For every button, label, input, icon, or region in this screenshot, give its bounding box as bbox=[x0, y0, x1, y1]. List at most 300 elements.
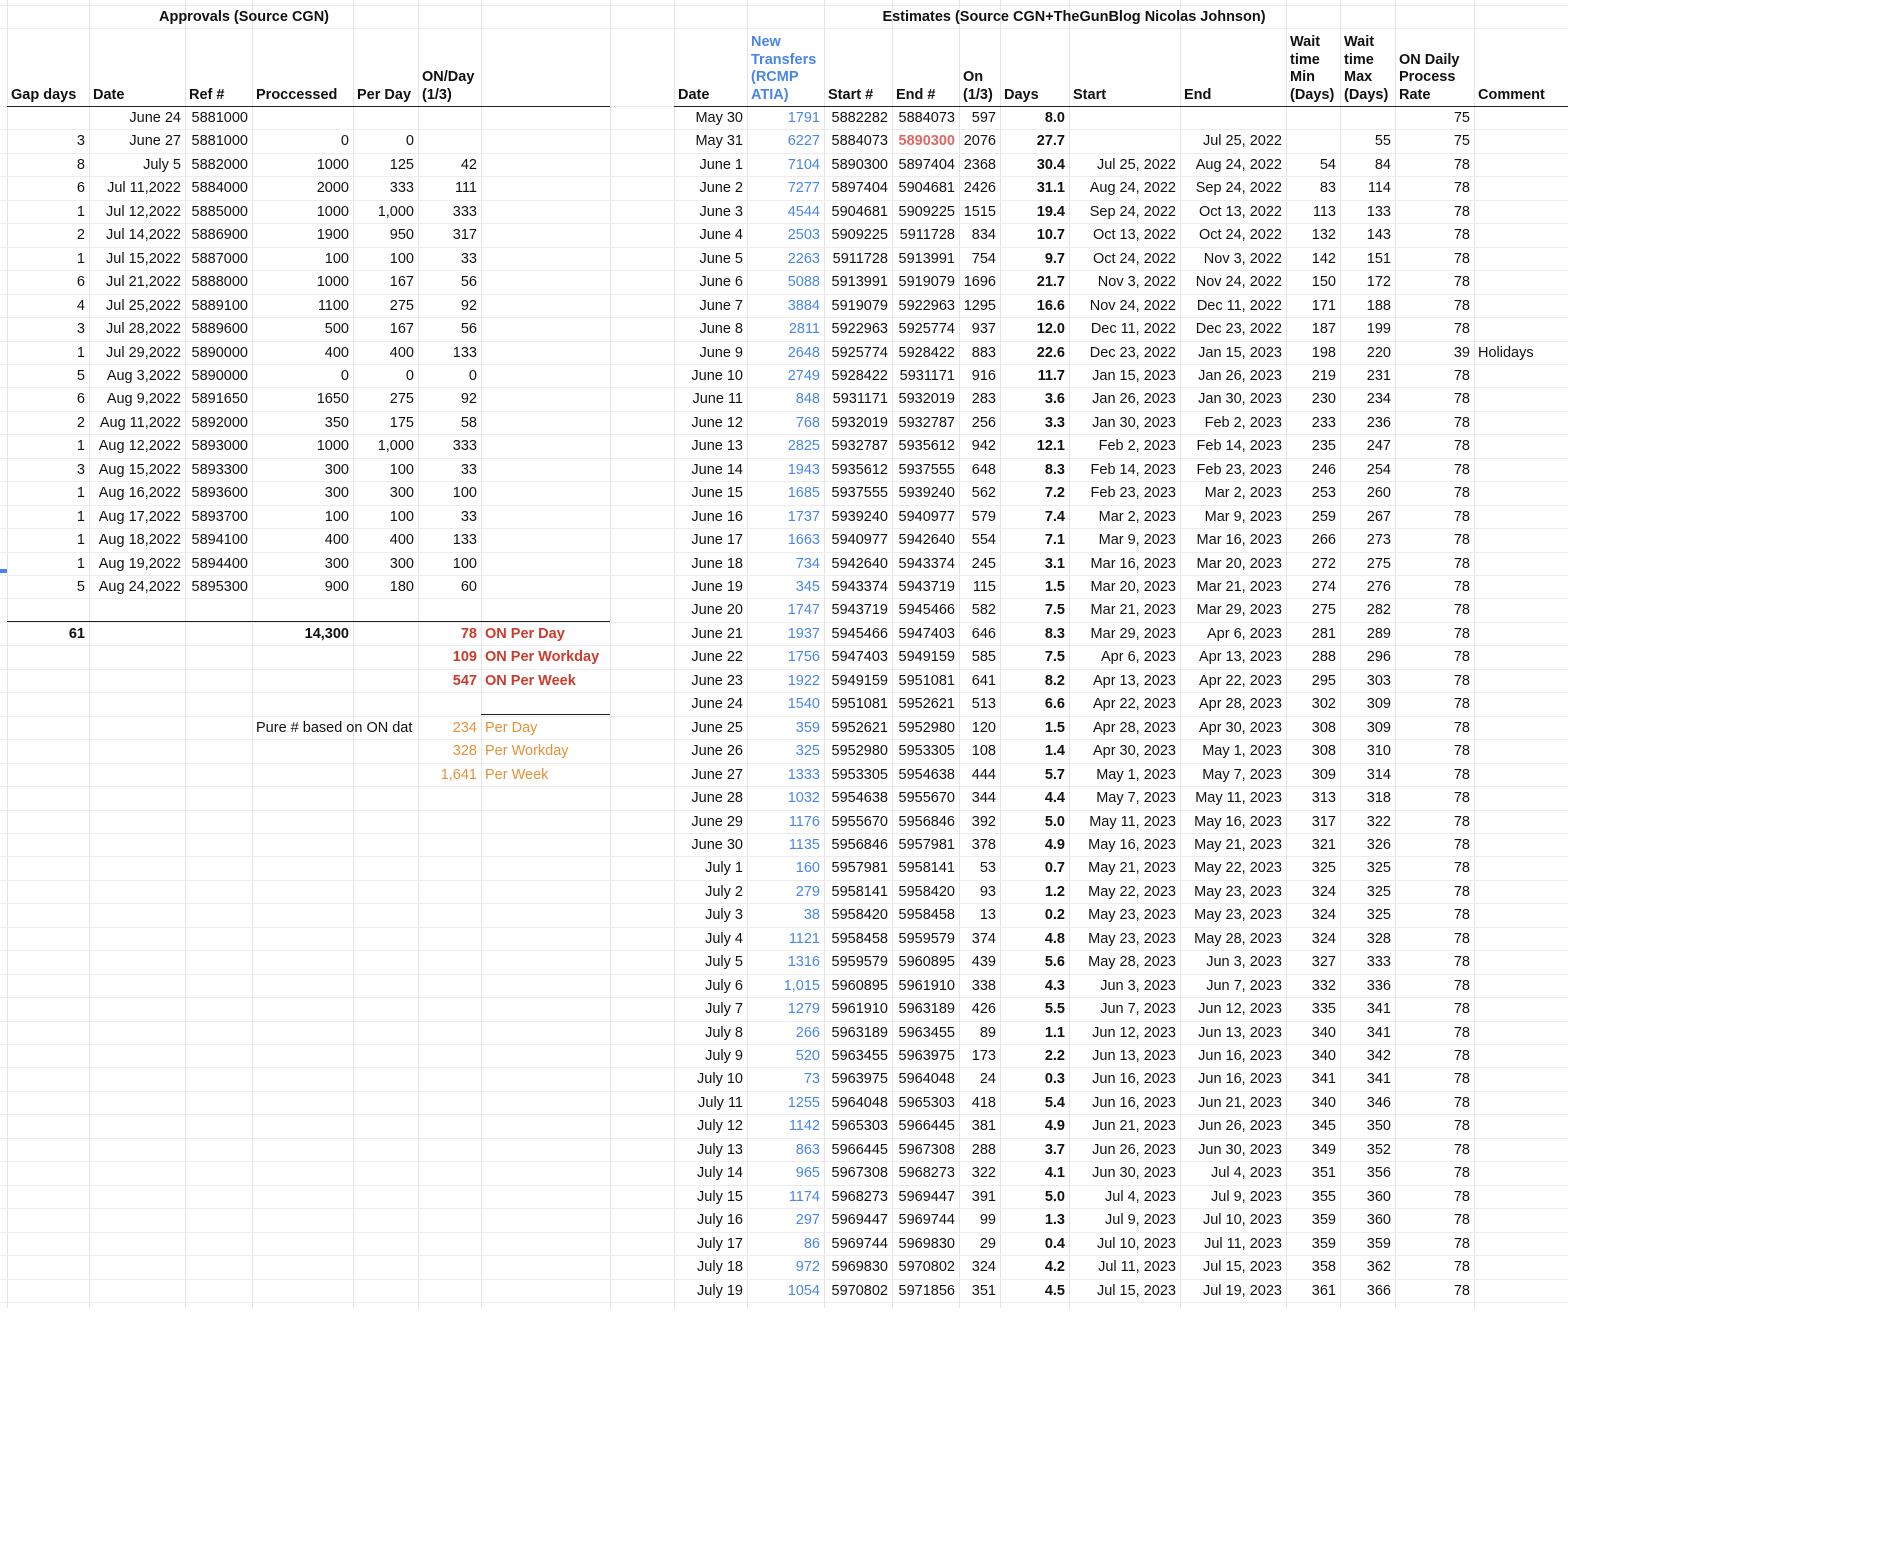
estimates-cell[interactable]: 5939240 bbox=[831, 508, 888, 525]
estimates-cell[interactable]: 4.3 bbox=[1044, 977, 1065, 994]
estimates-cell[interactable]: 24 bbox=[979, 1071, 996, 1088]
estimates-cell[interactable]: 5971856 bbox=[898, 1282, 955, 1299]
estimates-cell[interactable]: June 17 bbox=[691, 532, 743, 549]
estimates-cell[interactable]: 38 bbox=[803, 907, 820, 924]
approvals-cell[interactable]: 1000 bbox=[316, 156, 349, 173]
approvals-cell[interactable]: Jul 29,2022 bbox=[106, 344, 181, 361]
estimates-cell[interactable]: 5952621 bbox=[898, 696, 955, 713]
estimates-cell[interactable]: 173 bbox=[971, 1048, 996, 1064]
estimates-cell[interactable]: 378 bbox=[971, 836, 996, 853]
estimates-cell[interactable]: Apr 30, 2023 bbox=[1092, 743, 1176, 760]
estimates-cell[interactable]: 366 bbox=[1366, 1282, 1391, 1299]
estimates-cell[interactable]: 5935612 bbox=[898, 438, 955, 455]
estimates-cell[interactable]: July 11 bbox=[698, 1094, 743, 1111]
estimates-cell[interactable]: 0.4 bbox=[1044, 1235, 1065, 1252]
approvals-cell[interactable]: Aug 3,2022 bbox=[106, 367, 181, 384]
estimates-cell[interactable]: July 10 bbox=[697, 1071, 743, 1088]
estimates-cell[interactable]: 358 bbox=[1311, 1259, 1336, 1276]
estimates-cell[interactable]: 78 bbox=[1453, 274, 1470, 291]
estimates-cell[interactable]: 171 bbox=[1311, 297, 1336, 314]
estimates-cell[interactable]: 309 bbox=[1311, 766, 1336, 783]
estimates-cell[interactable]: 108 bbox=[971, 743, 996, 760]
estimates-cell[interactable]: 220 bbox=[1366, 344, 1391, 361]
estimates-cell[interactable]: Sep 24, 2022 bbox=[1089, 203, 1176, 220]
approvals-cell[interactable]: 275 bbox=[389, 297, 414, 314]
estimates-cell[interactable]: 317 bbox=[1311, 813, 1336, 830]
estimates-cell[interactable]: 78 bbox=[1453, 1071, 1470, 1088]
approvals-cell[interactable]: 1000 bbox=[316, 203, 349, 220]
estimates-cell[interactable]: 5909225 bbox=[831, 227, 888, 244]
approvals-cell[interactable]: 1 bbox=[76, 485, 85, 502]
estimates-cell[interactable]: 2.2 bbox=[1044, 1048, 1065, 1064]
estimates-cell[interactable]: 6227 bbox=[787, 133, 820, 150]
approvals-cell[interactable]: 167 bbox=[389, 321, 414, 338]
estimates-cell[interactable]: 5970802 bbox=[898, 1259, 955, 1276]
estimates-cell[interactable]: 115 bbox=[972, 579, 996, 595]
estimates-cell[interactable]: 5960895 bbox=[898, 954, 955, 971]
estimates-cell[interactable]: June 12 bbox=[691, 414, 743, 431]
estimates-cell[interactable]: 5882282 bbox=[831, 110, 888, 126]
estimates-cell[interactable]: 5932787 bbox=[898, 414, 955, 431]
summary-value[interactable]: 547 bbox=[452, 672, 477, 689]
estimates-cell[interactable]: 78 bbox=[1453, 414, 1470, 431]
estimates-cell[interactable]: 2263 bbox=[787, 250, 820, 267]
estimates-cell[interactable]: 231 bbox=[1366, 367, 1391, 384]
estimates-cell[interactable]: 4.1 bbox=[1044, 1165, 1065, 1182]
estimates-cell[interactable]: 296 bbox=[1366, 649, 1391, 666]
pure-value[interactable]: 1,641 bbox=[440, 766, 477, 783]
estimates-cell[interactable]: 5969447 bbox=[898, 1188, 955, 1205]
estimates-cell[interactable]: 30.4 bbox=[1036, 156, 1065, 173]
approvals-cell[interactable]: Aug 19,2022 bbox=[98, 555, 181, 572]
approvals-cell[interactable]: 5881000 bbox=[191, 133, 248, 150]
estimates-cell[interactable]: 78 bbox=[1453, 180, 1470, 197]
estimates-cell[interactable]: July 5 bbox=[705, 954, 743, 971]
estimates-cell[interactable]: 266 bbox=[795, 1024, 820, 1041]
approvals-cell[interactable]: 8 bbox=[76, 156, 85, 173]
estimates-cell[interactable]: June 26 bbox=[691, 743, 743, 760]
estimates-cell[interactable]: 1333 bbox=[787, 766, 820, 783]
estimates-cell[interactable]: 344 bbox=[971, 790, 996, 807]
estimates-cell[interactable]: 5966445 bbox=[898, 1118, 955, 1135]
estimates-cell[interactable]: 5969744 bbox=[898, 1212, 955, 1229]
estimates-cell[interactable]: 5963455 bbox=[831, 1048, 888, 1064]
estimates-cell[interactable]: Jan 30, 2023 bbox=[1198, 391, 1282, 408]
estimates-header-1[interactable]: New Transfers (RCMP ATIA) bbox=[751, 34, 817, 103]
approvals-cell[interactable]: 300 bbox=[324, 461, 349, 478]
estimates-cell[interactable]: 2811 bbox=[788, 321, 820, 338]
estimates-cell[interactable]: 54 bbox=[1319, 156, 1336, 173]
estimates-cell[interactable]: 6.6 bbox=[1044, 696, 1065, 713]
estimates-cell[interactable]: 78 bbox=[1453, 1048, 1470, 1064]
estimates-cell[interactable]: 2503 bbox=[787, 227, 820, 244]
estimates-cell[interactable]: 114 bbox=[1367, 180, 1391, 197]
approvals-cell[interactable]: 1900 bbox=[316, 227, 349, 244]
total-processed[interactable]: 14,300 bbox=[304, 625, 349, 642]
estimates-cell[interactable]: 1176 bbox=[788, 813, 820, 830]
estimates-cell[interactable]: 648 bbox=[971, 461, 996, 478]
estimates-cell[interactable]: 313 bbox=[1311, 790, 1336, 807]
estimates-cell[interactable]: 1696 bbox=[963, 274, 996, 291]
estimates-cell[interactable]: June 9 bbox=[699, 344, 743, 361]
estimates-cell[interactable]: June 21 bbox=[691, 625, 743, 642]
estimates-cell[interactable]: 199 bbox=[1366, 321, 1391, 338]
estimates-cell[interactable]: 361 bbox=[1311, 1282, 1336, 1299]
estimates-cell[interactable]: 340 bbox=[1311, 1094, 1336, 1111]
estimates-cell[interactable]: 142 bbox=[1311, 250, 1336, 267]
estimates-cell[interactable]: 5.0 bbox=[1044, 813, 1065, 830]
estimates-cell[interactable]: 310 bbox=[1366, 743, 1391, 760]
estimates-cell[interactable]: Feb 14, 2023 bbox=[1090, 461, 1176, 478]
estimates-cell[interactable]: 5947403 bbox=[831, 649, 888, 666]
estimates-cell[interactable]: 328 bbox=[1366, 930, 1391, 947]
estimates-cell[interactable]: 99 bbox=[979, 1212, 996, 1229]
approvals-cell[interactable]: June 24 bbox=[129, 110, 181, 126]
estimates-cell[interactable]: Jul 25, 2022 bbox=[1096, 156, 1176, 173]
approvals-cell[interactable]: 275 bbox=[389, 391, 414, 408]
estimates-cell[interactable]: 1937 bbox=[787, 625, 820, 642]
estimates-cell[interactable]: July 16 bbox=[697, 1212, 743, 1229]
approvals-cell[interactable]: 333 bbox=[452, 438, 477, 455]
estimates-cell[interactable]: 78 bbox=[1453, 813, 1470, 830]
approvals-header-2[interactable]: Ref # bbox=[189, 86, 225, 103]
estimates-cell[interactable]: Jul 9, 2023 bbox=[1211, 1188, 1282, 1205]
approvals-cell[interactable]: 100 bbox=[389, 508, 414, 525]
estimates-cell[interactable]: 11.7 bbox=[1037, 367, 1065, 384]
estimates-cell[interactable]: 5958458 bbox=[898, 907, 955, 924]
estimates-cell[interactable]: 5932019 bbox=[898, 391, 955, 408]
estimates-cell[interactable]: 31.1 bbox=[1036, 180, 1065, 197]
estimates-cell[interactable]: 3884 bbox=[787, 297, 820, 314]
estimates-cell[interactable]: 78 bbox=[1453, 203, 1470, 220]
approvals-cell[interactable]: Jul 25,2022 bbox=[106, 297, 181, 314]
approvals-cell[interactable]: 5891650 bbox=[191, 391, 248, 408]
estimates-cell[interactable]: June 10 bbox=[691, 367, 743, 384]
estimates-cell[interactable]: 187 bbox=[1311, 321, 1336, 338]
estimates-cell[interactable]: Apr 13, 2023 bbox=[1198, 649, 1282, 666]
approvals-cell[interactable]: 500 bbox=[324, 321, 349, 338]
estimates-cell[interactable]: 863 bbox=[795, 1141, 820, 1158]
approvals-cell[interactable]: 5890000 bbox=[191, 344, 248, 361]
estimates-cell[interactable]: 340 bbox=[1311, 1024, 1336, 1041]
approvals-cell[interactable]: 42 bbox=[460, 156, 477, 173]
estimates-cell[interactable]: 332 bbox=[1311, 977, 1336, 994]
estimates-cell[interactable]: Jul 4, 2023 bbox=[1211, 1165, 1282, 1182]
estimates-cell[interactable]: Aug 24, 2022 bbox=[1089, 180, 1176, 197]
estimates-cell[interactable]: 19.4 bbox=[1036, 203, 1065, 220]
estimates-cell[interactable]: 289 bbox=[1366, 625, 1391, 642]
estimates-cell[interactable]: 309 bbox=[1366, 719, 1391, 736]
estimates-cell[interactable]: 341 bbox=[1366, 1071, 1391, 1088]
estimates-cell[interactable]: 5913991 bbox=[898, 250, 955, 267]
approvals-cell[interactable]: 0 bbox=[468, 367, 477, 384]
estimates-cell[interactable]: 302 bbox=[1311, 696, 1336, 713]
approvals-cell[interactable]: 300 bbox=[389, 555, 414, 572]
approvals-cell[interactable]: 56 bbox=[460, 321, 477, 338]
summary-label[interactable]: ON Per Workday bbox=[485, 649, 600, 666]
estimates-cell[interactable]: 78 bbox=[1453, 1165, 1470, 1182]
estimates-cell[interactable]: 78 bbox=[1453, 1118, 1470, 1135]
estimates-cell[interactable]: 327 bbox=[1311, 954, 1336, 971]
estimates-cell[interactable]: Jun 16, 2023 bbox=[1198, 1071, 1282, 1088]
estimates-cell[interactable]: Nov 3, 2022 bbox=[1203, 250, 1282, 267]
estimates-cell[interactable]: 341 bbox=[1366, 1024, 1391, 1041]
estimates-cell[interactable]: 5963975 bbox=[831, 1071, 888, 1088]
estimates-cell[interactable]: Oct 24, 2022 bbox=[1092, 250, 1176, 267]
estimates-cell[interactable]: June 14 bbox=[691, 461, 743, 478]
estimates-cell[interactable]: 308 bbox=[1311, 719, 1336, 736]
estimates-cell[interactable]: 78 bbox=[1453, 1001, 1470, 1018]
estimates-cell[interactable]: 133 bbox=[1366, 203, 1391, 220]
estimates-cell[interactable]: 359 bbox=[1311, 1235, 1336, 1252]
approvals-cell[interactable]: 317 bbox=[452, 227, 477, 244]
estimates-cell[interactable]: July 7 bbox=[705, 1001, 743, 1018]
approvals-cell[interactable]: 100 bbox=[389, 461, 414, 478]
approvals-cell[interactable]: 5894100 bbox=[191, 532, 248, 549]
estimates-cell[interactable]: Nov 24, 2022 bbox=[1195, 274, 1282, 291]
estimates-cell[interactable]: 78 bbox=[1453, 367, 1470, 384]
estimates-cell[interactable]: Jul 9, 2023 bbox=[1105, 1212, 1176, 1229]
estimates-cell[interactable]: May 11, 2023 bbox=[1195, 790, 1282, 807]
approvals-cell[interactable]: Jul 21,2022 bbox=[106, 274, 181, 291]
estimates-header-7[interactable]: End bbox=[1184, 86, 1212, 103]
estimates-cell[interactable]: 5952980 bbox=[831, 743, 888, 760]
estimates-cell[interactable]: 266 bbox=[1311, 532, 1336, 549]
estimates-cell[interactable]: 1316 bbox=[787, 954, 820, 971]
estimates-cell[interactable]: 937 bbox=[971, 321, 996, 338]
estimates-cell[interactable]: 143 bbox=[1366, 227, 1391, 244]
estimates-cell[interactable]: 554 bbox=[971, 532, 996, 549]
estimates-cell[interactable]: 585 bbox=[971, 649, 996, 666]
estimates-cell[interactable]: 5949159 bbox=[898, 649, 955, 666]
estimates-cell[interactable]: 279 bbox=[795, 883, 820, 900]
approvals-cell[interactable]: 1 bbox=[76, 555, 85, 572]
approvals-cell[interactable]: 92 bbox=[460, 297, 477, 314]
estimates-cell[interactable]: June 18 bbox=[691, 555, 743, 572]
estimates-cell[interactable]: Mar 2, 2023 bbox=[1204, 485, 1282, 502]
estimates-cell[interactable]: 5940977 bbox=[898, 508, 955, 525]
estimates-cell[interactable]: 78 bbox=[1453, 1024, 1470, 1041]
estimates-cell[interactable]: 362 bbox=[1366, 1259, 1391, 1276]
estimates-cell[interactable]: 579 bbox=[971, 508, 996, 525]
estimates-cell[interactable]: Jun 16, 2023 bbox=[1198, 1048, 1282, 1064]
approvals-cell[interactable]: 1 bbox=[76, 438, 85, 455]
estimates-cell[interactable]: 350 bbox=[1366, 1118, 1391, 1135]
estimates-cell[interactable]: 322 bbox=[1366, 813, 1391, 830]
estimates-cell[interactable]: 1135 bbox=[788, 836, 820, 853]
estimates-cell[interactable]: 5949159 bbox=[831, 672, 888, 689]
estimates-cell[interactable]: 520 bbox=[795, 1048, 820, 1064]
approvals-cell[interactable]: 5893700 bbox=[191, 508, 248, 525]
approvals-header-3[interactable]: Proccessed bbox=[256, 86, 338, 103]
estimates-cell[interactable]: 78 bbox=[1453, 766, 1470, 783]
estimates-cell[interactable]: 1943 bbox=[787, 461, 820, 478]
estimates-cell[interactable]: 5955670 bbox=[898, 790, 955, 807]
estimates-cell[interactable]: 275 bbox=[1311, 602, 1336, 619]
estimates-cell[interactable]: 5953305 bbox=[831, 766, 888, 783]
estimates-cell[interactable]: 646 bbox=[971, 625, 996, 642]
estimates-cell[interactable]: 1.2 bbox=[1044, 883, 1065, 900]
estimates-cell[interactable]: 219 bbox=[1311, 367, 1336, 384]
estimates-cell[interactable]: 325 bbox=[1366, 907, 1391, 924]
estimates-cell[interactable]: 2825 bbox=[787, 438, 820, 455]
estimates-cell[interactable]: 5904681 bbox=[831, 203, 888, 220]
estimates-cell[interactable]: July 13 bbox=[697, 1141, 743, 1158]
estimates-cell[interactable]: 5931171 bbox=[899, 367, 955, 384]
estimates-cell[interactable]: 274 bbox=[1311, 579, 1336, 595]
estimates-cell[interactable]: 359 bbox=[795, 719, 820, 736]
estimates-cell[interactable]: 5964048 bbox=[898, 1071, 955, 1088]
estimates-cell[interactable]: 5935612 bbox=[831, 461, 888, 478]
estimates-cell[interactable]: 295 bbox=[1311, 672, 1336, 689]
approvals-cell[interactable]: 5894400 bbox=[191, 555, 248, 572]
estimates-cell[interactable]: 5964048 bbox=[831, 1094, 888, 1111]
estimates-cell[interactable]: Jul 10, 2023 bbox=[1202, 1212, 1282, 1229]
estimates-cell[interactable]: 4.9 bbox=[1044, 836, 1065, 853]
approvals-cell[interactable]: 180 bbox=[389, 579, 414, 595]
estimates-cell[interactable]: Jun 30, 2023 bbox=[1092, 1165, 1176, 1182]
estimates-cell[interactable]: 916 bbox=[971, 367, 996, 384]
estimates-cell[interactable]: 5952980 bbox=[898, 719, 955, 736]
estimates-cell[interactable]: Mar 2, 2023 bbox=[1098, 508, 1176, 525]
approvals-cell[interactable]: Aug 15,2022 bbox=[98, 461, 181, 478]
estimates-cell[interactable]: 3.6 bbox=[1044, 391, 1065, 408]
approvals-cell[interactable]: 133 bbox=[452, 344, 477, 361]
estimates-cell[interactable]: 12.0 bbox=[1036, 321, 1065, 338]
estimates-cell[interactable]: 336 bbox=[1366, 977, 1391, 994]
estimates-cell[interactable]: 5884073 bbox=[831, 133, 888, 150]
estimates-cell[interactable]: 848 bbox=[795, 391, 820, 408]
estimates-cell[interactable]: 246 bbox=[1311, 461, 1336, 478]
estimates-cell[interactable]: June 3 bbox=[699, 203, 743, 220]
estimates-cell[interactable]: July 17 bbox=[697, 1235, 743, 1252]
estimates-cell[interactable]: 5088 bbox=[787, 274, 820, 291]
estimates-cell[interactable]: 5957981 bbox=[831, 860, 888, 877]
estimates-cell[interactable]: Jan 30, 2023 bbox=[1092, 414, 1176, 431]
estimates-cell[interactable]: 392 bbox=[971, 813, 996, 830]
estimates-cell[interactable]: 1922 bbox=[787, 672, 820, 689]
estimates-cell[interactable]: 1756 bbox=[787, 649, 820, 666]
estimates-cell[interactable]: 5925774 bbox=[898, 321, 955, 338]
estimates-cell[interactable]: 942 bbox=[971, 438, 996, 455]
estimates-cell[interactable]: 5957981 bbox=[898, 836, 955, 853]
approvals-cell[interactable]: 92 bbox=[460, 391, 477, 408]
estimates-cell[interactable]: 235 bbox=[1311, 438, 1336, 455]
estimates-cell[interactable]: 78 bbox=[1453, 672, 1470, 689]
estimates-cell[interactable]: May 23, 2023 bbox=[1194, 907, 1282, 924]
estimates-cell[interactable]: May 7, 2023 bbox=[1202, 766, 1282, 783]
estimates-cell[interactable]: 5904681 bbox=[898, 180, 955, 197]
estimates-cell[interactable]: June 30 bbox=[691, 836, 743, 853]
estimates-cell[interactable]: 1174 bbox=[788, 1188, 820, 1205]
estimates-cell[interactable]: May 23, 2023 bbox=[1194, 883, 1282, 900]
estimates-cell[interactable]: 352 bbox=[1366, 1141, 1391, 1158]
estimates-cell[interactable]: 349 bbox=[1311, 1141, 1336, 1158]
estimates-cell[interactable]: 16.6 bbox=[1036, 297, 1065, 314]
estimates-cell[interactable]: 5970802 bbox=[831, 1282, 888, 1299]
estimates-cell[interactable]: 0.2 bbox=[1044, 907, 1065, 924]
estimates-cell[interactable]: May 28, 2023 bbox=[1088, 954, 1176, 971]
approvals-cell[interactable]: 6 bbox=[76, 274, 85, 291]
estimates-cell[interactable]: 5945466 bbox=[898, 602, 955, 619]
estimates-cell[interactable]: 5909225 bbox=[898, 203, 955, 220]
estimates-cell[interactable]: 5922963 bbox=[831, 321, 888, 338]
estimates-cell[interactable]: July 14 bbox=[697, 1165, 743, 1182]
estimates-cell[interactable]: June 20 bbox=[691, 602, 743, 619]
estimates-cell[interactable]: 5931171 bbox=[832, 391, 888, 408]
estimates-cell[interactable]: 5958141 bbox=[831, 883, 888, 900]
approvals-cell[interactable]: 400 bbox=[389, 532, 414, 549]
estimates-cell[interactable]: 78 bbox=[1453, 461, 1470, 478]
estimates-cell[interactable]: Jun 12, 2023 bbox=[1198, 1001, 1282, 1018]
estimates-cell[interactable]: 5963189 bbox=[898, 1001, 955, 1018]
estimates-cell[interactable]: 27.7 bbox=[1036, 133, 1065, 150]
estimates-cell[interactable]: 78 bbox=[1453, 625, 1470, 642]
estimates-cell[interactable]: 2368 bbox=[963, 156, 996, 173]
estimates-cell[interactable]: Mar 29, 2023 bbox=[1090, 625, 1176, 642]
estimates-cell[interactable]: Apr 13, 2023 bbox=[1092, 672, 1176, 689]
estimates-header-8[interactable]: Wait time Min (Days) bbox=[1290, 34, 1335, 103]
approvals-cell[interactable]: 2 bbox=[76, 414, 85, 431]
estimates-cell[interactable]: 5939240 bbox=[898, 485, 955, 502]
estimates-cell[interactable]: 5959579 bbox=[898, 930, 955, 947]
estimates-cell[interactable]: July 12 bbox=[697, 1118, 743, 1135]
estimates-cell[interactable]: May 1, 2023 bbox=[1096, 766, 1176, 783]
estimates-cell[interactable]: June 22 bbox=[691, 649, 743, 666]
estimates-cell[interactable]: 5.6 bbox=[1044, 954, 1065, 971]
estimates-cell[interactable]: 78 bbox=[1453, 555, 1470, 572]
estimates-cell[interactable]: 78 bbox=[1453, 743, 1470, 760]
estimates-cell[interactable]: 21.7 bbox=[1036, 274, 1065, 291]
estimates-cell[interactable]: Jun 26, 2023 bbox=[1092, 1141, 1176, 1158]
approvals-header-4[interactable]: Per Day bbox=[357, 86, 412, 103]
approvals-header-1[interactable]: Date bbox=[93, 86, 125, 103]
estimates-cell[interactable]: June 23 bbox=[691, 672, 743, 689]
estimates-cell[interactable]: 1,015 bbox=[783, 977, 820, 994]
approvals-cell[interactable]: 400 bbox=[324, 344, 349, 361]
estimates-cell[interactable]: 5890300 bbox=[898, 133, 955, 150]
approvals-cell[interactable]: 1000 bbox=[316, 438, 349, 455]
estimates-cell[interactable]: 734 bbox=[795, 555, 820, 572]
estimates-cell[interactable]: 7.1 bbox=[1044, 532, 1065, 549]
approvals-cell[interactable]: 111 bbox=[454, 180, 477, 197]
estimates-cell[interactable]: 5952621 bbox=[831, 719, 888, 736]
estimates-cell[interactable]: 342 bbox=[1366, 1048, 1391, 1064]
approvals-cell[interactable]: July 5 bbox=[143, 156, 181, 173]
estimates-cell[interactable]: Jul 11, 2023 bbox=[1098, 1259, 1176, 1276]
approvals-cell[interactable]: 0 bbox=[340, 367, 349, 384]
estimates-cell[interactable]: 333 bbox=[1366, 954, 1391, 971]
estimates-cell[interactable]: Jul 10, 2023 bbox=[1096, 1235, 1176, 1252]
estimates-cell[interactable]: 4.5 bbox=[1044, 1282, 1065, 1299]
estimates-cell[interactable]: June 11 bbox=[692, 391, 743, 408]
estimates-cell[interactable]: 5966445 bbox=[831, 1141, 888, 1158]
estimates-cell[interactable]: 1747 bbox=[787, 602, 820, 619]
approvals-cell[interactable]: 5887000 bbox=[191, 250, 248, 267]
estimates-cell[interactable]: 5.0 bbox=[1044, 1188, 1065, 1205]
estimates-header-5[interactable]: Days bbox=[1004, 86, 1039, 103]
estimates-cell[interactable]: 78 bbox=[1453, 438, 1470, 455]
estimates-cell[interactable]: 360 bbox=[1366, 1212, 1391, 1229]
estimates-cell[interactable]: 55 bbox=[1374, 133, 1391, 150]
estimates-cell[interactable]: 78 bbox=[1453, 1094, 1470, 1111]
estimates-cell[interactable]: 5960895 bbox=[831, 977, 888, 994]
estimates-cell[interactable]: Jun 13, 2023 bbox=[1198, 1024, 1282, 1041]
estimates-cell[interactable]: Mar 21, 2023 bbox=[1090, 602, 1176, 619]
estimates-cell[interactable]: 1663 bbox=[787, 532, 820, 549]
estimates-cell[interactable]: 5897404 bbox=[831, 180, 888, 197]
estimates-cell[interactable]: 93 bbox=[979, 883, 996, 900]
